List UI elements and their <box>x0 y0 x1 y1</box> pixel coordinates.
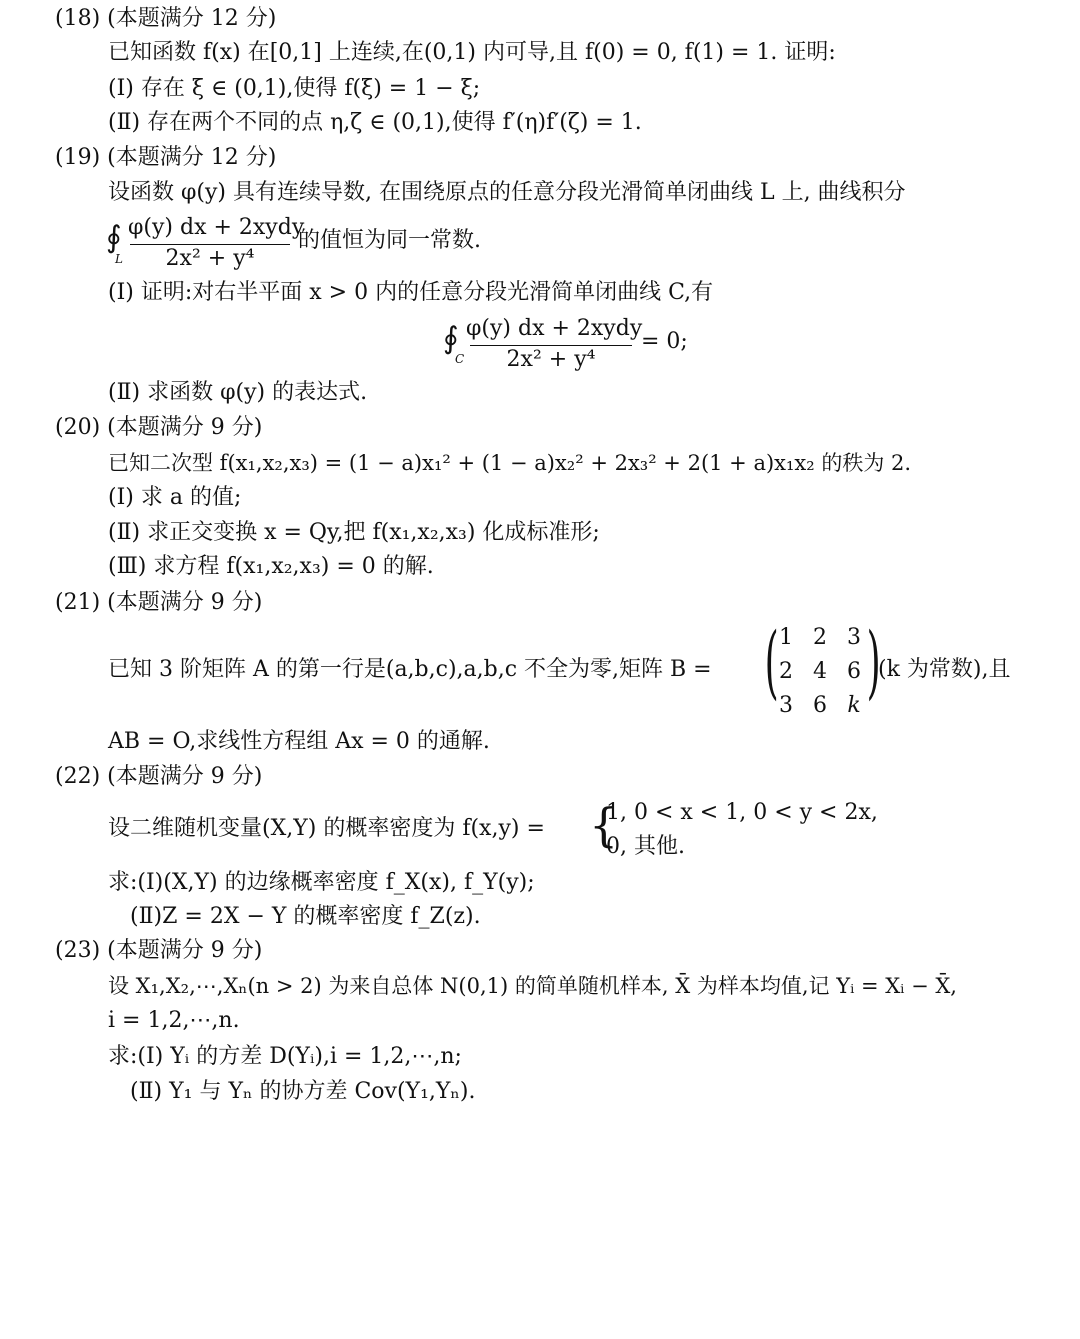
matrix-cell: k <box>847 693 861 718</box>
q18-header: (18) (本题满分 12 分) <box>55 6 277 31</box>
q19-int1-subscript: L <box>115 252 123 266</box>
q19-int1-tail: 的值恒为同一常数. <box>298 228 481 253</box>
q21-statement-c: AB = O,求线性方程组 Ax = 0 的通解. <box>108 729 490 754</box>
q19-int2-numerator: φ(y) dx + 2xydy <box>466 316 643 341</box>
contour-integral-icon: ∮ <box>106 220 122 255</box>
fraction-bar <box>470 345 632 346</box>
matrix-cell: 2 <box>779 659 793 684</box>
q22-statement: 设二维随机变量(X,Y) 的概率密度为 f(x,y) = <box>108 816 545 841</box>
q22-part-2: (Ⅱ)Z = 2X − Y 的概率密度 f_Z(z). <box>130 904 481 929</box>
q20-part-3: (Ⅲ) 求方程 f(x₁,x₂,x₃) = 0 的解. <box>108 554 434 579</box>
fraction-bar <box>130 244 290 245</box>
q18-statement: 已知函数 f(x) 在[0,1] 上连续,在(0,1) 内可导,且 f(0) = 0, f(1) = 1. 证明: <box>108 40 836 65</box>
matrix-cell: 4 <box>813 659 827 684</box>
q22-header: (22) (本题满分 9 分) <box>55 764 263 789</box>
q19-int2-subscript: C <box>455 352 465 366</box>
q19-int2-denominator: 2x² + y⁴ <box>506 347 596 372</box>
q18-part-1: (Ⅰ) 存在 ξ ∈ (0,1),使得 f(ξ) = 1 − ξ; <box>108 76 481 101</box>
q19-int1-denominator: 2x² + y⁴ <box>165 246 255 271</box>
q20-part-1: (Ⅰ) 求 a 的值; <box>108 485 242 510</box>
matrix-cell: 2 <box>813 625 827 650</box>
q22-part-1: 求:(Ⅰ)(X,Y) 的边缘概率密度 f_X(x), f_Y(y); <box>108 870 535 895</box>
q18-part-2: (Ⅱ) 存在两个不同的点 η,ζ ∈ (0,1),使得 f′(η)f′(ζ) = 1. <box>108 110 642 135</box>
matrix-cell: 3 <box>779 693 793 718</box>
piecewise-brace: { <box>589 798 619 852</box>
q19-statement: 设函数 φ(y) 具有连续导数, 在围绕原点的任意分段光滑简单闭曲线 L 上, 曲线积分 <box>108 180 906 205</box>
q19-int1-numerator: φ(y) dx + 2xydy <box>128 215 305 240</box>
matrix-left-paren: ( <box>764 615 779 708</box>
q23-statement-b: i = 1,2,⋯,n. <box>108 1008 240 1033</box>
q21-header: (21) (本题满分 9 分) <box>55 590 263 615</box>
q21-statement-a: 已知 3 阶矩阵 A 的第一行是(a,b,c),a,b,c 不全为零,矩阵 B = <box>108 657 712 682</box>
matrix-cell: 1 <box>779 625 793 650</box>
q20-statement: 已知二次型 f(x₁,x₂,x₃) = (1 − a)x₁² + (1 − a)x₂² + 2x₃² + 2(1 + a)x₁x₂ 的秩为 2. <box>108 451 912 475</box>
q19-part-2: (Ⅱ) 求函数 φ(y) 的表达式. <box>108 380 368 405</box>
matrix-right-paren: ) <box>866 615 881 708</box>
q22-case-1: 1, 0 < x < 1, 0 < y < 2x, <box>606 800 878 825</box>
q21-statement-b: (k 为常数),且 <box>878 657 1011 682</box>
matrix-cell: 6 <box>813 693 827 718</box>
q22-case-2: 0, 其他. <box>606 834 685 859</box>
q23-part-2: (Ⅱ) Y₁ 与 Yₙ 的协方差 Cov(Y₁,Yₙ). <box>130 1079 476 1104</box>
q19-part-1: (Ⅰ) 证明:对右半平面 x > 0 内的任意分段光滑简单闭曲线 C,有 <box>108 280 714 305</box>
q19-int2-tail: = 0; <box>641 329 688 354</box>
contour-integral-icon: ∮ <box>443 321 459 356</box>
q23-part-1: 求:(Ⅰ) Yᵢ 的方差 D(Yᵢ),i = 1,2,⋯,n; <box>108 1044 462 1069</box>
q20-part-2: (Ⅱ) 求正交变换 x = Qy,把 f(x₁,x₂,x₃) 化成标准形; <box>108 520 600 545</box>
q20-header: (20) (本题满分 9 分) <box>55 415 263 440</box>
q23-statement-a: 设 X₁,X₂,⋯,Xₙ(n > 2) 为来自总体 N(0,1) 的简单随机样本, X̄ 为样本均值,记 Yᵢ = Xᵢ − X̄, <box>108 974 957 998</box>
q23-header: (23) (本题满分 9 分) <box>55 938 263 963</box>
q19-header: (19) (本题满分 12 分) <box>55 145 277 170</box>
matrix-cell: 3 <box>847 625 861 650</box>
matrix-cell: 6 <box>847 659 861 684</box>
